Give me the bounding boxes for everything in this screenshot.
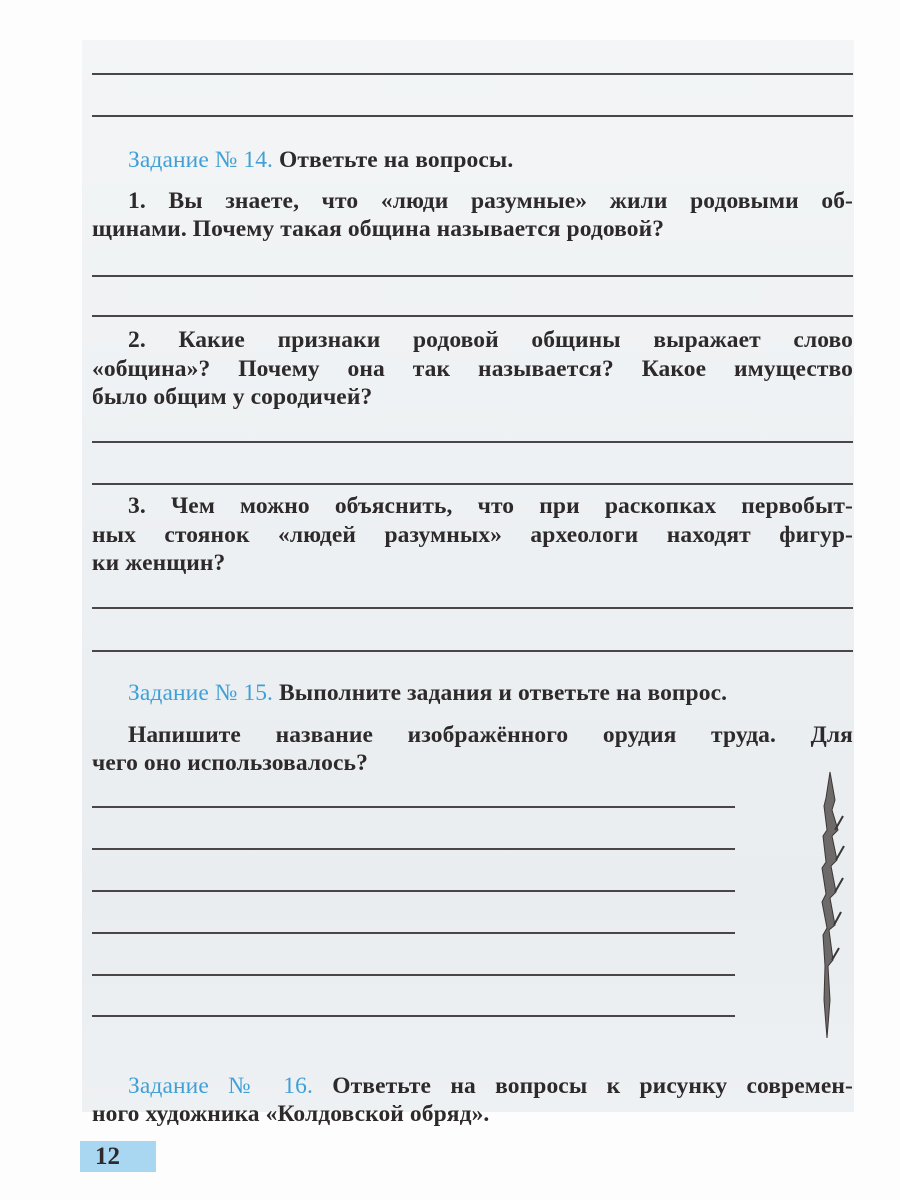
answer-line[interactable] bbox=[92, 441, 853, 443]
task-14-heading bbox=[128, 146, 853, 174]
question-2-line: «община»? Почему она так называется? Какое имущество bbox=[92, 356, 853, 382]
answer-line[interactable] bbox=[92, 932, 735, 934]
question-2-line: было общим у сородичей? bbox=[92, 384, 373, 410]
answer-line[interactable] bbox=[92, 806, 735, 808]
answer-line[interactable] bbox=[92, 275, 853, 277]
question-1-line bbox=[128, 187, 853, 215]
task-15-label: Задание № 15. bbox=[128, 680, 274, 706]
question-text: Какие признаки родовой общины выражает слово bbox=[178, 327, 853, 353]
answer-line[interactable] bbox=[92, 315, 853, 317]
answer-line[interactable] bbox=[92, 607, 853, 609]
question-1-line: щинами. Почему такая община называется родовой? bbox=[92, 216, 665, 242]
task-15-text: чего оно использовалось? bbox=[92, 750, 368, 776]
question-2-line bbox=[128, 326, 853, 354]
question-3-line: ки женщин? bbox=[92, 550, 226, 576]
answer-line bbox=[92, 115, 853, 117]
question-number: 1. bbox=[128, 188, 146, 214]
question-number: 3. bbox=[128, 493, 146, 519]
task-14-label: Задание № 14. bbox=[128, 147, 274, 173]
harpoon-illustration bbox=[805, 770, 855, 1045]
task-15-instruction: Выполните задания и ответьте на вопрос. bbox=[279, 680, 728, 706]
answer-line[interactable] bbox=[92, 1015, 735, 1017]
question-3-line: ных стоянок «людей разумных» археологи находят фигур- bbox=[92, 522, 853, 548]
task-16-text: ного художника «Колдовской обряд». bbox=[92, 1101, 490, 1127]
answer-line[interactable] bbox=[92, 848, 735, 850]
task-16-label: Задание № 16. bbox=[128, 1073, 313, 1099]
answer-line[interactable] bbox=[92, 483, 853, 485]
answer-line[interactable] bbox=[92, 650, 853, 652]
question-3-line bbox=[128, 492, 853, 520]
page-number: 12 bbox=[95, 1143, 120, 1170]
answer-line bbox=[92, 73, 853, 75]
question-text: Чем можно объяснить, что при раскопках первобыт- bbox=[170, 493, 853, 519]
answer-line[interactable] bbox=[92, 974, 735, 976]
answer-line[interactable] bbox=[92, 890, 735, 892]
task-16-heading bbox=[128, 1072, 853, 1100]
task-14-instruction: Ответьте на вопросы. bbox=[279, 147, 514, 173]
task-15-heading bbox=[128, 679, 853, 707]
question-text: Вы знаете, что «люди разумные» жили родовыми об- bbox=[168, 188, 853, 214]
task-15-text: Напишите название изображённого орудия труда. Для bbox=[128, 722, 853, 748]
question-number: 2. bbox=[128, 327, 146, 353]
task-16-text: Ответьте на вопросы к рисунку современ- bbox=[332, 1073, 853, 1099]
